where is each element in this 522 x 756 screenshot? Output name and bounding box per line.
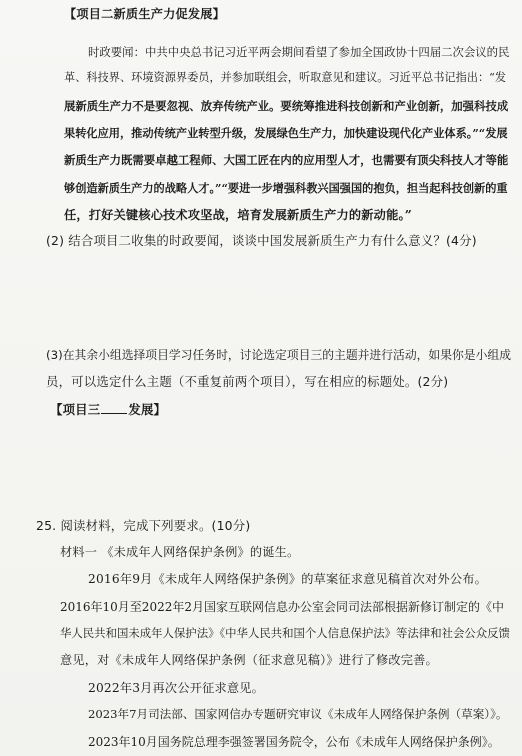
news-line-1: 时政要闻：中共中央总书记习近平两会期间看望了参加全国政协十四届二次会议的民	[88, 45, 510, 59]
question-3-line-2: 员，可以选定什么主题（不重复前两个项目），写在相应的标题处。(2分)	[46, 374, 449, 389]
material-line-2016-10: 2016年10月至2022年2月国家互联网信息办公室会同司法部根据新修订制定的《中	[60, 600, 504, 614]
news-line-2: 革、科技界、环境资源界委员，并参加联组会，听取意见和建议。习近平总书记指出：“发	[64, 71, 507, 84]
material-line-2023-07: 2023年7月司法部、国家网信办专题研究审议《未成年人网络保护条例（草案）》。	[88, 707, 508, 721]
question-2: (2) 结合项目二收集的时政要闻，谈谈中国发展新质生产力有什么意义？(4分)	[46, 233, 477, 248]
project3-title-suffix: 发展】	[128, 402, 167, 417]
news-line-7: 任，打好关键核心技术攻坚战，培育发展新质生产力的新动能。”	[64, 208, 412, 222]
news-line-4: 果转化应用，推动传统产业转型升级，发展绿色生产力，加快建设现代化产业体系。”“发展	[64, 126, 508, 140]
material-line-2016-09: 2016年9月《未成年人网络保护条例》的草案征求意见稿首次对外公布。	[88, 572, 488, 586]
project3-title	[50, 401, 166, 418]
news-line-3: 展新质生产力不是要忽视、放弃传统产业。要统筹推进科技创新和产业创新，加强科技成	[64, 99, 509, 113]
material-line-2023-10: 2023年10月国务院总理李强签署国务院令，公布《未成年人网络保护条例》。	[88, 735, 500, 749]
material-line-2022-03: 2022年3月再次公开征求意见。	[88, 681, 265, 695]
material-line-laws: 华人民共和国未成年人保护法》《中华人民共和国个人信息保护法》等法律和社会公众反馈	[60, 626, 510, 640]
project3-title-blank[interactable]	[101, 401, 127, 414]
project2-title: 【项目二新质生产力促发展】	[64, 7, 226, 21]
material-1-title: 材料一 《未成年人网络保护条例》的诞生。	[60, 545, 300, 559]
project3-title-prefix: 【项目三	[50, 402, 101, 417]
question-3-line-1: (3)在其余小组选择项目学习任务时，讨论选定项目三的主题并进行活动，如果你是小组成	[46, 348, 511, 362]
news-line-5: 新质生产力既需要卓越工程师、大国工匠在内的应用型人才，也需要有顶尖科技人才等能	[64, 153, 509, 167]
news-line-6: 够创造新质生产力的战略人才。”“要进一步增强科教兴国强国的抱负，担当起科技创新的重	[64, 181, 508, 195]
material-line-revision: 意见，对《未成年人网络保护条例（征求意见稿）》进行了修改完善。	[60, 653, 438, 667]
question-25-heading: 25. 阅读材料，完成下列要求。(10分)	[36, 518, 251, 533]
